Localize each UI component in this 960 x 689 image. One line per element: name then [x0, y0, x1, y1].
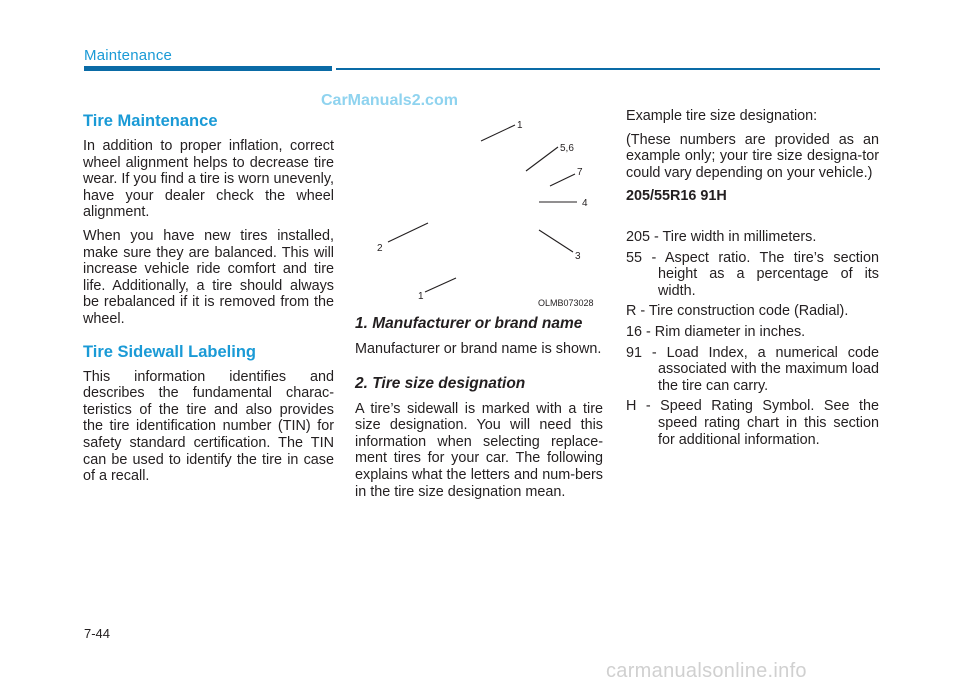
- paragraph-example-intro: Example tire size designation:: [626, 108, 818, 124]
- list-item: 91 - Load Index, a numerical code associated with the maximum load the tire can carry.: [626, 344, 879, 394]
- watermark-bottom: carmanualsonline.info: [606, 660, 807, 682]
- list-item: R - Tire construction code (Radial).: [626, 303, 849, 320]
- subheading-size-designation: 2. Tire size designation: [355, 374, 526, 392]
- figure-label: 3: [575, 251, 581, 262]
- leader-line-7: [550, 174, 575, 186]
- paragraph-manufacturer: Manufacturer or brand name is shown.: [355, 341, 602, 357]
- size-definition-list: [626, 229, 879, 448]
- watermark-top: CarManuals2.com: [321, 92, 458, 109]
- figure-label: 5,6: [560, 143, 574, 154]
- figure-label: 1: [418, 291, 424, 302]
- header-rule-light: [336, 68, 880, 70]
- leader-line-1-bottom: [425, 278, 456, 292]
- figure-label: 1: [517, 120, 523, 131]
- paragraph-alignment: In addition to proper inflation, correct wheel alignment helps to decrease tire wear. If you find a tire is worn unevenly, have your dealer check the wheel alignment.: [83, 138, 334, 221]
- paragraph-example-note: (These numbers are provided as an example only; your tire size designa-tor could vary depending on your vehicle.): [626, 131, 879, 181]
- leader-line-56: [526, 147, 558, 171]
- leader-line-1-top: [481, 125, 515, 141]
- list-item: H - Speed Rating Symbol. See the speed rating chart in this section for additional information.: [626, 398, 879, 448]
- figure-label: 4: [582, 198, 588, 209]
- column-right: [626, 108, 879, 452]
- paragraph-size-designation: A tire’s sidewall is marked with a tire size designation. You will need this information when selecting replace-ment tires for your car. The following explains what the letters and num-bers in the tire size designation mean.: [355, 400, 603, 500]
- leader-line-3: [539, 230, 573, 252]
- example-size-code: 205/55R16 91H: [626, 188, 727, 205]
- figure-label: 7: [577, 167, 583, 178]
- heading-sidewall-labeling: Tire Sidewall Labeling: [83, 342, 256, 361]
- column-left: [83, 111, 334, 492]
- section-label: Maintenance: [84, 47, 173, 64]
- leader-line-2: [388, 223, 428, 242]
- list-item: 205 - Tire width in millimeters.: [626, 228, 817, 245]
- paragraph-balance: When you have new tires installed, make sure they are balanced. This will increase vehicle ride comfort and tire life. Additionally, a tire should always be rebalanced if it is removed from the wheel.: [83, 227, 334, 327]
- figure-label: 2: [377, 243, 383, 254]
- header-rule-dark: [84, 66, 332, 71]
- figure-code: OLMB073028: [538, 298, 594, 308]
- page-number: 7-44: [84, 626, 111, 641]
- tire-diagram: [355, 112, 606, 310]
- column-middle: [355, 314, 603, 507]
- tire-sidewall-figure: [355, 112, 606, 310]
- paragraph-sidewall-info: This information identifies and describes the fundamental charac-teristics of the tire and also provides the tire identification number (TIN) for safety standard certification. The TIN can be used to identify the tire in case of a recall.: [83, 368, 334, 485]
- list-item: 16 - Rim diameter in inches.: [626, 323, 806, 340]
- subheading-manufacturer: 1. Manufacturer or brand name: [355, 315, 583, 332]
- heading-tire-maintenance: Tire Maintenance: [83, 112, 218, 130]
- list-item: 55 - Aspect ratio. The tire’s section height as a percentage of its width.: [626, 249, 879, 299]
